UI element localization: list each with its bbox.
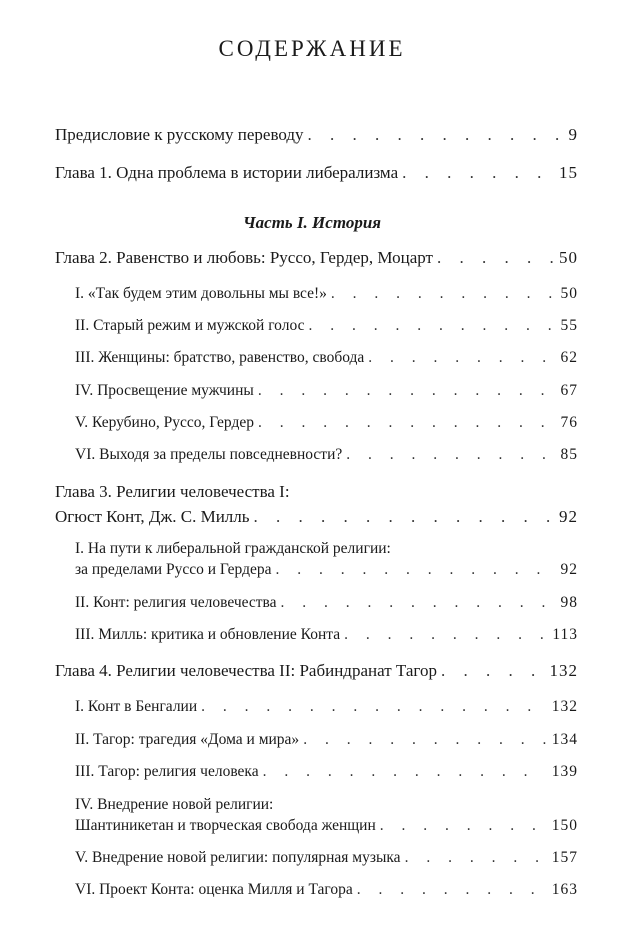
toc-entry-title: I. Конт в Бенгалии: [75, 698, 198, 715]
toc-entry-title: Предисловие к русскому переводу: [55, 125, 304, 144]
toc-entry-chapter-2-section-4[interactable]: [75, 380, 578, 402]
dot-leader: [346, 444, 554, 466]
toc-entry-chapter-4-section-2[interactable]: [75, 729, 578, 751]
toc-entry-chapter-4-section-6[interactable]: [75, 879, 578, 901]
page-number: 132: [551, 698, 578, 715]
page-title: СОДЕРЖАНИЕ: [218, 36, 406, 61]
page-number: 67: [560, 382, 578, 399]
toc-entry-title: V. Керубино, Руссо, Гердер: [75, 414, 254, 431]
page-number: 92: [559, 507, 578, 526]
toc-entry-title: за пределами Руссо и Гердера: [75, 561, 272, 578]
toc-entry-chapter-3-section-2[interactable]: [75, 592, 578, 614]
toc-entry-title: VI. Выходя за пределы повседневности?: [75, 446, 343, 463]
dot-leader: [281, 592, 555, 614]
toc-entry-chapter-4-section-4[interactable]: [75, 815, 578, 837]
toc-entry-chapter-2-section-6[interactable]: [75, 444, 578, 466]
dot-leader: [441, 660, 544, 682]
toc-entry-chapter-2-section-1[interactable]: [75, 283, 578, 305]
toc-entry-title: VI. Проект Конта: оценка Милля и Тагора: [75, 881, 353, 898]
page-number: 62: [560, 349, 578, 366]
toc-entry-title: V. Внедрение новой религии: популярная музыка: [75, 849, 401, 866]
toc-entry-title: II. Конт: религия человечества: [75, 594, 277, 611]
dot-leader: [380, 815, 546, 837]
toc-entry-chapter-4-section-4-line-1[interactable]: IV. Внедрение новой религии:: [75, 796, 274, 813]
toc-entry-title: Огюст Конт, Дж. С. Милль: [55, 507, 250, 526]
toc-entry-chapter-2-section-5[interactable]: [75, 412, 578, 434]
toc-entry-title: II. Тагор: трагедия «Дома и мира»: [75, 731, 300, 748]
dot-leader: [201, 696, 546, 718]
toc-entry-chapter-3-line-1[interactable]: Глава 3. Религии человечества I:: [55, 482, 290, 501]
toc-entry-chapter-3-section-1-line-1[interactable]: I. На пути к либеральной гражданской религии:: [75, 540, 391, 557]
dot-leader: [258, 380, 555, 402]
toc-entry-chapter-4-section-3[interactable]: [75, 761, 578, 783]
toc-entry-title: Глава 2. Равенство и любовь: Руссо, Гердер, Моцарт: [55, 248, 433, 267]
toc-entry-chapter-3[interactable]: [55, 506, 578, 528]
toc-entry-preface[interactable]: [55, 124, 578, 146]
toc-entry-title: II. Старый режим и мужской голос: [75, 317, 305, 334]
page-number: 85: [560, 446, 578, 463]
page-number: 150: [551, 817, 578, 834]
page-number: 55: [560, 317, 578, 334]
page-number: 50: [560, 285, 578, 302]
dot-leader: [331, 283, 555, 305]
page-number: 15: [559, 163, 578, 182]
page-number: 132: [549, 661, 578, 680]
dot-leader: [258, 412, 555, 434]
toc-entry-chapter-4[interactable]: [55, 660, 578, 682]
dot-leader: [344, 624, 546, 646]
toc-entry-title: Глава 4. Религии человечества II: Рабиндранат Тагор: [55, 661, 437, 680]
dot-leader: [405, 847, 546, 869]
dot-leader: [303, 729, 546, 751]
toc-entry-title: I. «Так будем этим довольны мы все!»: [75, 285, 327, 302]
toc-entry-chapter-1[interactable]: [55, 162, 578, 184]
toc-entry-title: IV. Просвещение мужчины: [75, 382, 254, 399]
dot-leader: [357, 879, 546, 901]
page-number: 9: [568, 125, 578, 144]
page-number: 76: [560, 414, 578, 431]
page-number: 92: [560, 561, 578, 578]
dot-leader: [308, 124, 563, 146]
part-heading: Часть I. История: [242, 213, 382, 232]
toc-entry-title: III. Тагор: религия человека: [75, 763, 259, 780]
page-number: 98: [560, 594, 578, 611]
toc-entry-chapter-2-section-2[interactable]: [75, 315, 578, 337]
dot-leader: [275, 559, 554, 581]
toc-entry-chapter-4-section-1[interactable]: [75, 696, 578, 718]
toc-entry-chapter-3-section-3[interactable]: [75, 624, 578, 646]
page-number: 113: [552, 626, 578, 643]
toc-entry-title: III. Женщины: братство, равенство, свобода: [75, 349, 365, 366]
toc-entry-chapter-3-section-1[interactable]: [75, 559, 578, 581]
page-number: 163: [551, 881, 578, 898]
toc-entry-title: Глава 1. Одна проблема в истории либерализма: [55, 163, 399, 182]
dot-leader: [308, 315, 554, 337]
dot-leader: [368, 347, 554, 369]
page-number: 134: [551, 731, 578, 748]
page-number: 157: [551, 849, 578, 866]
toc-entry-chapter-2-section-3[interactable]: [75, 347, 578, 369]
dot-leader: [402, 162, 553, 184]
dot-leader: [437, 247, 553, 269]
toc-entry-title: III. Милль: критика и обновление Конта: [75, 626, 341, 643]
toc-entry-chapter-2[interactable]: [55, 247, 578, 269]
toc-entry-chapter-4-section-5[interactable]: [75, 847, 578, 869]
toc-entry-title: Шантиникетан и творческая свобода женщин: [75, 817, 376, 834]
dot-leader: [263, 761, 546, 783]
page-number: 50: [559, 248, 578, 267]
page-number: 139: [551, 763, 578, 780]
dot-leader: [254, 506, 553, 528]
